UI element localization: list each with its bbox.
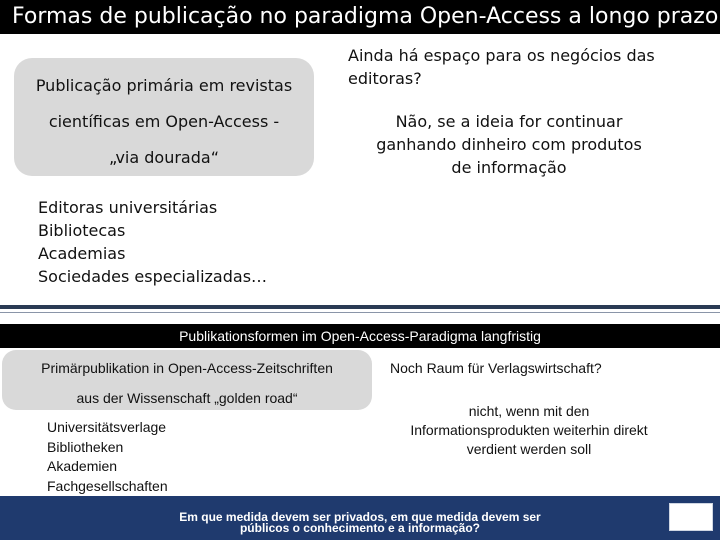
footer-line-1: Em que medida devem ser privados, em que medida devem ser bbox=[179, 510, 541, 524]
slide-title: Formas de publicação no paradigma Open-Access a longo prazo bbox=[0, 0, 720, 34]
box-line-3: „via dourada“ bbox=[109, 148, 219, 167]
list-item: Sociedades especializadas… bbox=[38, 267, 268, 286]
german-box-line-1: Primärpublikation in Open-Access-Zeitschriften bbox=[41, 360, 333, 376]
list-item: Universitätsverlage bbox=[47, 419, 167, 435]
list-item: Akademien bbox=[47, 458, 118, 474]
divider bbox=[0, 305, 720, 309]
german-box-line-2: aus der Wissenschaft „golden road“ bbox=[76, 390, 298, 406]
list-item: Academias bbox=[38, 244, 126, 263]
german-publication-box bbox=[2, 350, 372, 410]
question-text: Ainda há espaço para os negócios das editoras? bbox=[348, 46, 655, 88]
list-item: Fachgesellschaften bbox=[47, 477, 168, 494]
answer-text: Não, se a ideia for continuar ganhando dinheiro com produtos de informação bbox=[376, 112, 642, 177]
list-item: Bibliotheken bbox=[47, 438, 124, 455]
box-line-2: científicas em Open-Access - bbox=[48, 112, 280, 131]
german-title-bar: Publikationsformen im Open-Access-Paradigma langfristig bbox=[0, 324, 720, 348]
publisher-list bbox=[38, 196, 267, 288]
footer-button[interactable] bbox=[669, 503, 713, 531]
footer-line-2: públicos o conhecimento e a informação? bbox=[239, 521, 481, 535]
divider-thin bbox=[0, 312, 720, 313]
german-answer: nicht, wenn mit den Informationsprodukten weiterhin direkt verdient werden soll bbox=[410, 403, 648, 457]
box-line-1: Publicação primária em revistas bbox=[35, 76, 293, 95]
primary-publication-box bbox=[14, 58, 314, 176]
list-item: Bibliotecas bbox=[38, 221, 126, 240]
list-item: Editoras universitárias bbox=[38, 198, 218, 217]
german-question: Noch Raum für Verlagswirtschaft? bbox=[390, 360, 602, 376]
footer-question bbox=[0, 512, 720, 534]
